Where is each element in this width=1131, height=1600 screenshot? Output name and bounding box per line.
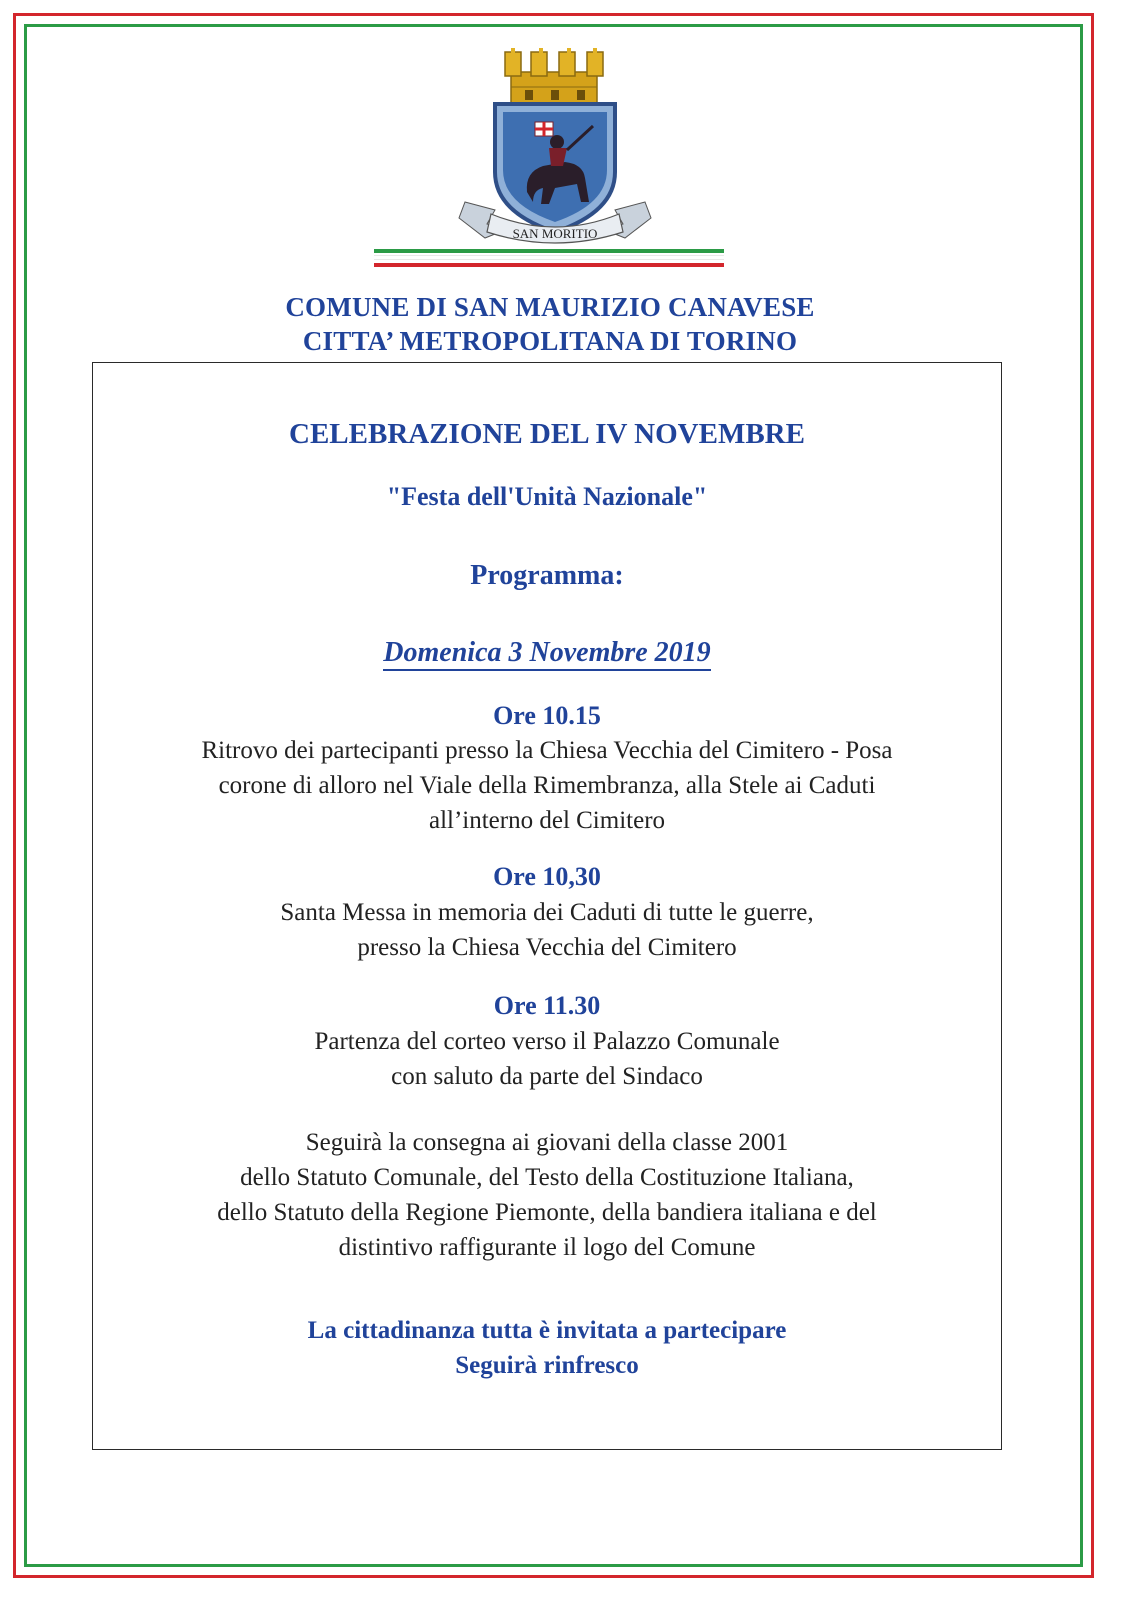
event-subtitle: "Festa dell'Unità Nazionale" — [386, 482, 708, 511]
notes-line: Seguirà la consegna ai giovani della classe 2001 — [305, 1129, 789, 1156]
invitation-line: La cittadinanza tutta è invitata a partecipare — [307, 1317, 787, 1344]
municipality-name: COMUNE DI SAN MAURIZIO CANAVESE — [285, 292, 815, 322]
schedule-description-2 — [92, 895, 1002, 965]
flag-stripe-green — [374, 249, 724, 253]
schedule-line: Santa Messa in memoria dei Caduti di tutte le guerre, — [280, 899, 814, 926]
schedule-line: con saluto da parte del Sindaco — [391, 1063, 703, 1090]
ceremony-notes — [92, 1125, 1002, 1265]
event-title: CELEBRAZIONE DEL IV NOVEMBRE — [289, 418, 805, 450]
shield-icon — [495, 104, 615, 232]
crest-motto: SAN MORITIO — [512, 226, 598, 241]
flag-stripe-red — [374, 263, 724, 267]
schedule-time-2: Ore 10,30 — [493, 862, 601, 891]
municipal-crest-icon — [455, 42, 655, 247]
schedule-line: presso la Chiesa Vecchia del Cimitero — [357, 934, 737, 961]
schedule-line: Ritrovo dei partecipanti presso la Chiesa Vecchia del Cimitero - Posa — [201, 737, 893, 764]
schedule-description-1 — [92, 733, 1002, 838]
refreshment-line: Seguirà rinfresco — [455, 1352, 639, 1379]
schedule-line: all’interno del Cimitero — [428, 807, 666, 834]
notes-line: dello Statuto della Regione Piemonte, della bandiera italiana e del — [217, 1199, 877, 1226]
schedule-line: corone di alloro nel Viale della Rimembranza, alla Stele ai Caduti — [218, 772, 876, 799]
metropolitan-city: CITTA’ METROPOLITANA DI TORINO — [302, 326, 798, 356]
closing-message — [92, 1313, 1002, 1383]
crown-icon — [505, 48, 603, 104]
schedule-time-3: Ore 11.30 — [493, 991, 601, 1020]
event-date-text: Domenica 3 Novembre 2019 — [383, 637, 710, 671]
schedule-line: Partenza del corteo verso il Palazzo Comunale — [314, 1028, 780, 1055]
flag-stripe-white — [374, 255, 724, 260]
notes-line: distintivo raffigurante il logo del Comune — [338, 1234, 756, 1261]
schedule-time-1: Ore 10.15 — [493, 701, 601, 730]
notes-line: dello Statuto Comunale, del Testo della Costituzione Italiana, — [240, 1164, 854, 1191]
schedule-description-3 — [92, 1024, 1002, 1094]
program-label: Programma: — [470, 560, 624, 591]
event-date — [92, 637, 1002, 669]
